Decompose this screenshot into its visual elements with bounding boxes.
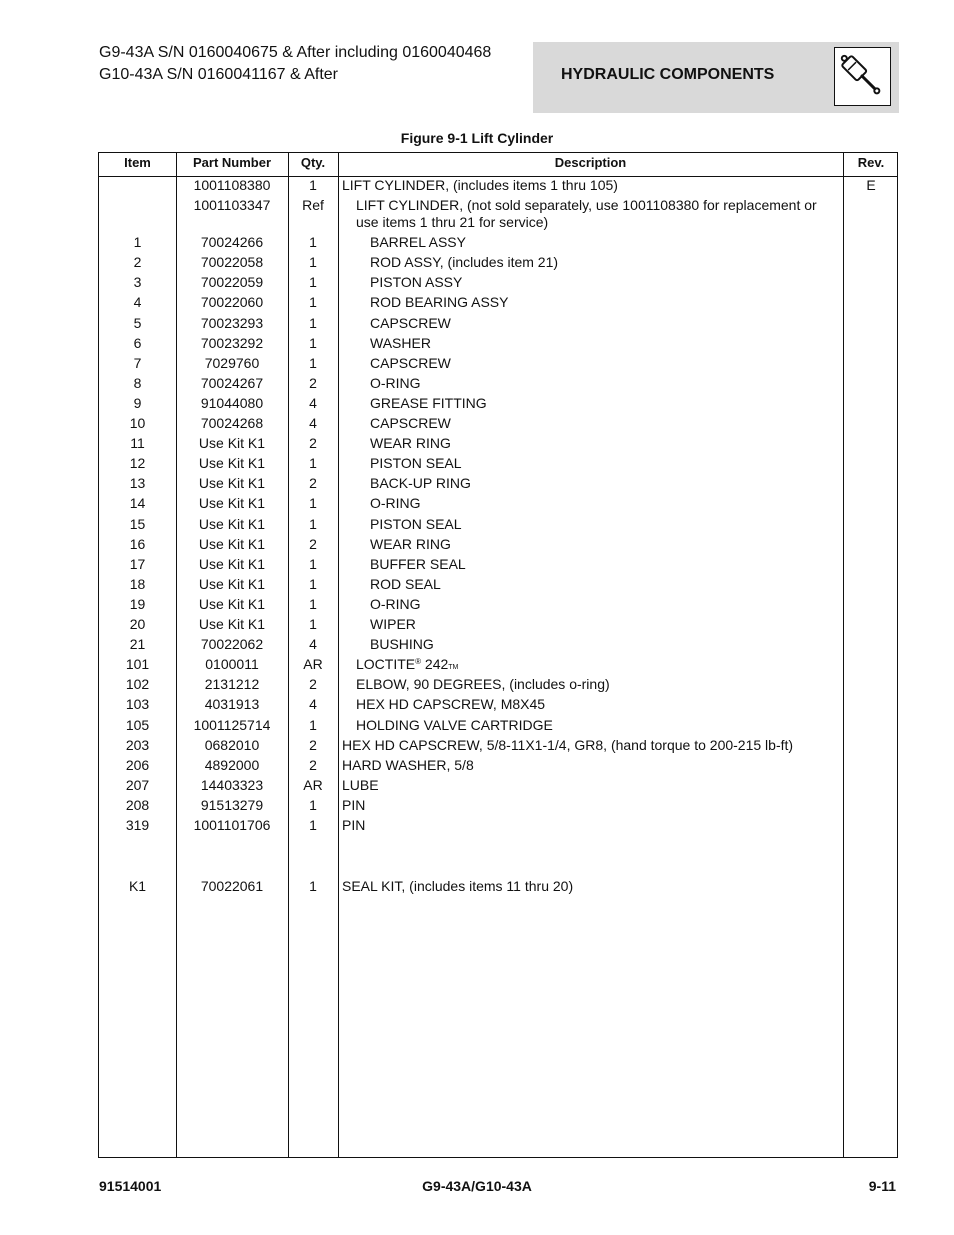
item-number: 9	[133, 394, 142, 411]
part-number: 70022059	[200, 274, 264, 291]
quantity: 2	[309, 736, 317, 753]
quantity: 2	[309, 756, 317, 773]
quantity: 4	[309, 415, 317, 431]
description	[342, 757, 822, 774]
item-number: 4	[133, 294, 142, 311]
description	[342, 254, 850, 271]
quantity: 1	[309, 274, 317, 291]
item-number: 20	[129, 616, 146, 632]
part-number: Use Kit K1	[198, 595, 266, 612]
quantity: AR	[303, 656, 323, 673]
item-number: 102	[125, 676, 150, 693]
part-number: 70024266	[200, 234, 264, 251]
part-number: Use Kit K1	[198, 475, 266, 492]
description-text: WEAR RING	[370, 535, 451, 552]
description	[342, 375, 850, 392]
description	[342, 676, 836, 693]
description-tail: 242	[421, 656, 449, 673]
description	[342, 355, 850, 372]
description-text: HOLDING VALVE CARTRIDGE	[356, 716, 553, 733]
description	[342, 177, 822, 194]
quantity: 1	[309, 716, 317, 733]
description	[342, 395, 850, 412]
part-number: 70023292	[200, 334, 264, 351]
description-text: ROD SEAL	[370, 575, 441, 592]
description-text: BUFFER SEAL	[370, 555, 466, 572]
footer-doc-number: 91514001	[99, 1178, 162, 1194]
part-number: Use Kit K1	[198, 555, 266, 572]
description-text: PIN	[342, 817, 366, 833]
item-number: 101	[125, 656, 150, 673]
description	[342, 596, 850, 613]
quantity: AR	[303, 776, 323, 793]
part-number: 1001103347	[193, 197, 271, 214]
description	[342, 797, 822, 814]
description-text: HARD WASHER, 5/8	[342, 756, 474, 773]
part-number: 1001108380	[193, 177, 271, 193]
description-text: LIFT CYLINDER, (not sold separately, use 1001108380 for replacement or	[356, 197, 817, 214]
quantity: 4	[309, 394, 317, 411]
description	[342, 556, 850, 573]
description-text: O-RING	[370, 595, 421, 612]
description-text: PISTON SEAL	[370, 515, 462, 532]
item-number: 208	[125, 796, 150, 813]
part-number: Use Kit K1	[198, 616, 266, 632]
col-header-description: Description	[554, 155, 627, 170]
header-models	[99, 42, 491, 86]
part-number: 91044080	[200, 394, 264, 411]
item-number: 12	[129, 455, 146, 472]
description-text: PIN	[342, 796, 366, 813]
description	[342, 234, 850, 251]
quantity: 4	[309, 696, 317, 713]
description-text: HEX HD CAPSCREW, M8X45	[356, 696, 546, 713]
item-number: 14	[129, 495, 146, 512]
quantity: 1	[309, 177, 317, 193]
parts-table	[98, 152, 898, 1158]
part-number: Use Kit K1	[198, 495, 266, 512]
item-number: 21	[129, 636, 146, 653]
description-text: PISTON SEAL	[370, 455, 462, 472]
item-number: 319	[125, 817, 150, 833]
description	[342, 576, 850, 593]
item-number: 13	[129, 475, 146, 492]
description	[342, 294, 850, 311]
item-number: 15	[129, 515, 146, 532]
description	[342, 516, 850, 533]
description-continuation: use items 1 thru 21 for service)	[356, 214, 549, 231]
item-number: 8	[133, 374, 142, 391]
item-number: 1	[133, 234, 142, 251]
quantity: 1	[309, 495, 317, 512]
item-number: 19	[129, 595, 146, 612]
part-number: Use Kit K1	[198, 515, 266, 532]
column-divider	[338, 153, 339, 1157]
description-text: WASHER	[370, 334, 431, 351]
part-number: 70022061	[200, 877, 264, 894]
part-number: Use Kit K1	[198, 435, 266, 452]
part-number: 0100011	[205, 656, 259, 673]
description	[342, 274, 850, 291]
item-number: 2	[133, 254, 142, 271]
description-text: PISTON ASSY	[370, 274, 463, 291]
quantity: 1	[309, 234, 317, 251]
description	[342, 475, 850, 492]
quantity: 1	[309, 334, 317, 351]
part-number: 1001125714	[193, 716, 271, 733]
description	[342, 636, 850, 653]
description-text: ROD BEARING ASSY	[370, 294, 509, 311]
part-number: 70022062	[200, 636, 264, 653]
item-number: K1	[128, 877, 147, 894]
part-number: 70022058	[200, 254, 264, 271]
footer-model: G9-43A/G10-43A	[422, 1178, 532, 1194]
part-number: 70024268	[200, 415, 264, 431]
description	[342, 455, 850, 472]
part-number: 4031913	[204, 696, 260, 713]
description-text: BUSHING	[370, 636, 434, 653]
description-text: LOCTITE	[356, 656, 416, 673]
item-number: 207	[125, 776, 150, 793]
quantity: 1	[309, 314, 317, 331]
registered-mark: ®	[415, 657, 422, 667]
item-number: 3	[133, 274, 142, 291]
item-number: 6	[133, 334, 142, 351]
description	[342, 335, 850, 352]
quantity: Ref	[302, 197, 324, 214]
quantity: 1	[309, 595, 317, 612]
description	[342, 656, 836, 676]
section-title: HYDRAULIC COMPONENTS	[561, 66, 775, 83]
quantity: 1	[309, 515, 317, 532]
item-number: 206	[125, 756, 150, 773]
item-number: 17	[129, 555, 146, 572]
part-number: 70022060	[200, 294, 264, 311]
part-number: 4892000	[204, 756, 260, 773]
item-number: 103	[125, 696, 150, 713]
description	[342, 415, 850, 432]
description	[342, 737, 822, 754]
part-number: 91513279	[200, 796, 264, 813]
description-text: CAPSCREW	[370, 415, 451, 431]
footer-page-number: 9-11	[868, 1178, 896, 1194]
item-number: 5	[133, 314, 142, 331]
description-text: LIFT CYLINDER, (includes items 1 thru 105)	[342, 177, 618, 193]
part-number: 1001101706	[193, 817, 271, 833]
description-text: ROD ASSY, (includes item 21)	[370, 254, 559, 271]
description	[342, 616, 850, 633]
quantity: 1	[309, 817, 317, 833]
description	[342, 717, 836, 734]
item-number: 16	[129, 535, 146, 552]
description-text: CAPSCREW	[370, 314, 451, 331]
description	[342, 536, 850, 553]
revision: E	[866, 177, 876, 193]
description-text: O-RING	[370, 374, 421, 391]
part-number: Use Kit K1	[198, 455, 266, 472]
description	[342, 495, 850, 512]
quantity: 1	[309, 877, 317, 894]
quantity: 1	[309, 616, 317, 632]
quantity: 1	[309, 354, 317, 371]
quantity: 1	[309, 796, 317, 813]
description-text: WIPER	[370, 616, 416, 632]
item-number: 203	[125, 736, 150, 753]
description	[342, 878, 822, 895]
quantity: 2	[309, 676, 317, 693]
col-header-rev: Rev.	[857, 155, 885, 170]
trademark-mark: TM	[448, 664, 459, 672]
item-number: 10	[129, 415, 146, 431]
description-text: BARREL ASSY	[370, 234, 466, 251]
part-number: Use Kit K1	[198, 575, 266, 592]
hydraulic-cylinder-icon	[834, 47, 891, 106]
part-number: 7029760	[204, 354, 260, 371]
description-text: HEX HD CAPSCREW, 5/8-11X1-1/4, GR8, (hand torque to 200-215 lb-ft)	[342, 736, 794, 753]
part-number: 70024267	[200, 374, 264, 391]
description	[342, 696, 836, 713]
quantity: 4	[309, 636, 317, 653]
header-line-2: G10-43A S/N 0160041167 & After	[99, 66, 338, 83]
description	[342, 197, 836, 231]
part-number: Use Kit K1	[198, 535, 266, 552]
description	[342, 315, 850, 332]
description-text: CAPSCREW	[370, 354, 451, 371]
figure-title: Figure 9-1 Lift Cylinder	[400, 130, 554, 146]
item-number: 105	[125, 716, 150, 733]
part-number: 70023293	[200, 314, 264, 331]
description-text: O-RING	[370, 495, 421, 512]
quantity: 2	[309, 374, 317, 391]
description	[342, 777, 822, 794]
col-header-qty: Qty.	[300, 155, 326, 170]
item-number: 7	[133, 354, 142, 371]
quantity: 2	[309, 475, 317, 492]
quantity: 1	[309, 575, 317, 592]
quantity: 2	[309, 535, 317, 552]
description-text: LUBE	[342, 776, 379, 793]
part-number: 0682010	[204, 736, 260, 753]
part-number: 2131212	[204, 676, 260, 693]
description-text: BACK-UP RING	[370, 475, 471, 492]
quantity: 1	[309, 455, 317, 472]
part-number: 14403323	[200, 776, 264, 793]
item-number: 11	[130, 435, 145, 452]
header-line-1: G9-43A S/N 0160040675 & After including 0160040468	[99, 44, 492, 61]
section-banner	[533, 42, 899, 113]
quantity: 2	[309, 435, 317, 452]
description	[342, 435, 850, 452]
description-text: GREASE FITTING	[370, 394, 487, 411]
description	[342, 817, 822, 834]
quantity: 1	[309, 294, 317, 311]
quantity: 1	[309, 254, 317, 271]
col-header-item: Item	[124, 155, 151, 170]
description-text: ELBOW, 90 DEGREES, (includes o-ring)	[356, 676, 610, 693]
description-text: SEAL KIT, (includes items 11 thru 20)	[342, 877, 574, 894]
item-number: 18	[129, 575, 146, 592]
description-text: WEAR RING	[370, 435, 451, 452]
col-header-part-number: Part Number	[192, 155, 272, 170]
quantity: 1	[309, 555, 317, 572]
